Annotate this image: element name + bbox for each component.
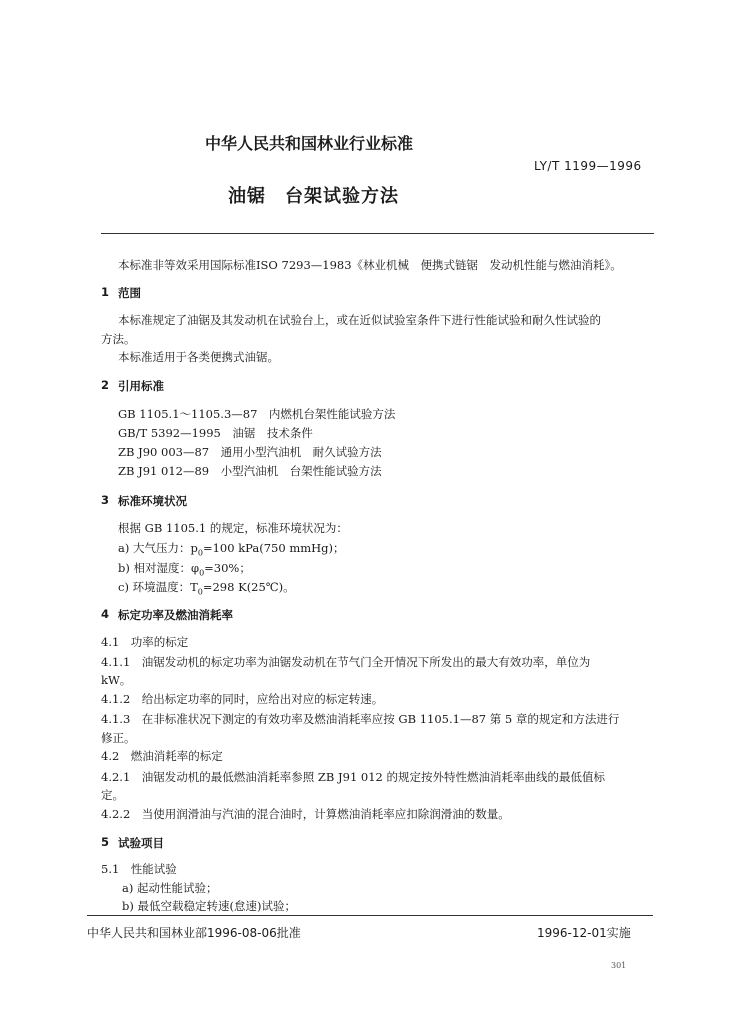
section-3-title: 标准环境状况 [118, 494, 187, 508]
section-5-title: 试验项目 [118, 836, 164, 850]
section-1-title: 范围 [118, 286, 141, 300]
section-4-title: 标定功率及燃油消耗率 [118, 608, 233, 622]
approval-text: 中华人民共和国林业部1996-08-06批准 [87, 926, 301, 940]
section-1-para1-line1: 本标准规定了油锯及其发动机在试验台上，或在近似试验室条件下进行性能试验和耐久性试验的 [118, 313, 601, 327]
clause-4-1-2: 4.1.2 给出标定功率的同时，应给出对应的标定转速。 [101, 692, 384, 706]
reference-item: GB 1105.1～1105.3—87 内燃机台架性能试验方法 [118, 407, 396, 421]
clause-5-1: 5.1 性能试验 [101, 862, 177, 876]
implementation-date: 1996-12-01实施 [537, 926, 631, 940]
condition-humidity: b) 相对湿度：$\varphi_0=30\%$； [118, 561, 251, 578]
reference-item: GB/T 5392—1995 油锯 技术条件 [118, 426, 313, 440]
intro-paragraph: 本标准非等效采用国际标准ISO 7293—1983《林业机械 便携式链锯 发动机性能与燃油消耗》。 [118, 258, 622, 272]
section-3-lead: 根据 GB 1105.1 的规定，标准环境状况为： [118, 521, 348, 535]
section-4-number: 4 [101, 607, 110, 621]
standard-organization: 中华人民共和国林业行业标准 [205, 134, 414, 153]
clause-4-1-1-line1: 4.1.1 油锯发动机的标定功率为油锯发动机在节气门全开情况下所发出的最大有效功率，单位为 [101, 655, 591, 669]
section-5-number: 5 [101, 835, 110, 849]
section-1-number: 1 [101, 285, 110, 299]
section-1-para1-line2: 方法。 [101, 332, 136, 346]
section-2-title: 引用标准 [118, 379, 164, 393]
footer-rule [87, 915, 653, 916]
clause-4-2-2: 4.2.2 当使用润滑油与汽油的混合油时，计算燃油消耗率应扣除润滑油的数量。 [101, 807, 510, 821]
section-2-number: 2 [101, 378, 110, 392]
header-rule [101, 233, 654, 234]
condition-pressure: a) 大气压力：$p_0=100$ kPa(750 mmHg)； [118, 541, 345, 558]
reference-item: ZB J91 012—89 小型汽油机 台架性能试验方法 [118, 464, 382, 478]
test-item: a) 起动性能试验； [122, 881, 218, 895]
clause-4-1: 4.1 功率的标定 [101, 635, 189, 649]
clause-4-1-3-line1: 4.1.3 在非标准状况下测定的有效功率及燃油消耗率应按 GB 1105.1—87 第 5 章的规定和方法进行 [101, 712, 620, 726]
clause-4-2-1-line1: 4.2.1 油锯发动机的最低燃油消耗率参照 ZB J91 012 的规定按外特性燃油消耗率曲线的最低值标 [101, 770, 606, 784]
clause-4-2: 4.2 燃油消耗率的标定 [101, 749, 223, 763]
clause-4-2-1-line2: 定。 [101, 788, 124, 802]
section-3-number: 3 [101, 493, 110, 507]
document-title: 油锯 台架试验方法 [228, 186, 399, 207]
page-number: 301 [611, 961, 627, 970]
test-item: b) 最低空载稳定转速(怠速)试验； [122, 899, 296, 913]
reference-item: ZB J90 003—87 通用小型汽油机 耐久试验方法 [118, 445, 382, 459]
standard-code: LY/T 1199—1996 [534, 159, 642, 173]
condition-temperature: c) 环境温度：$T_0=298$ K(25℃)。 [118, 580, 295, 597]
clause-4-1-1-line2: kW。 [101, 673, 132, 687]
section-1-para2: 本标准适用于各类便携式油锯。 [118, 350, 279, 364]
clause-4-1-3-line2: 修正。 [101, 731, 136, 745]
